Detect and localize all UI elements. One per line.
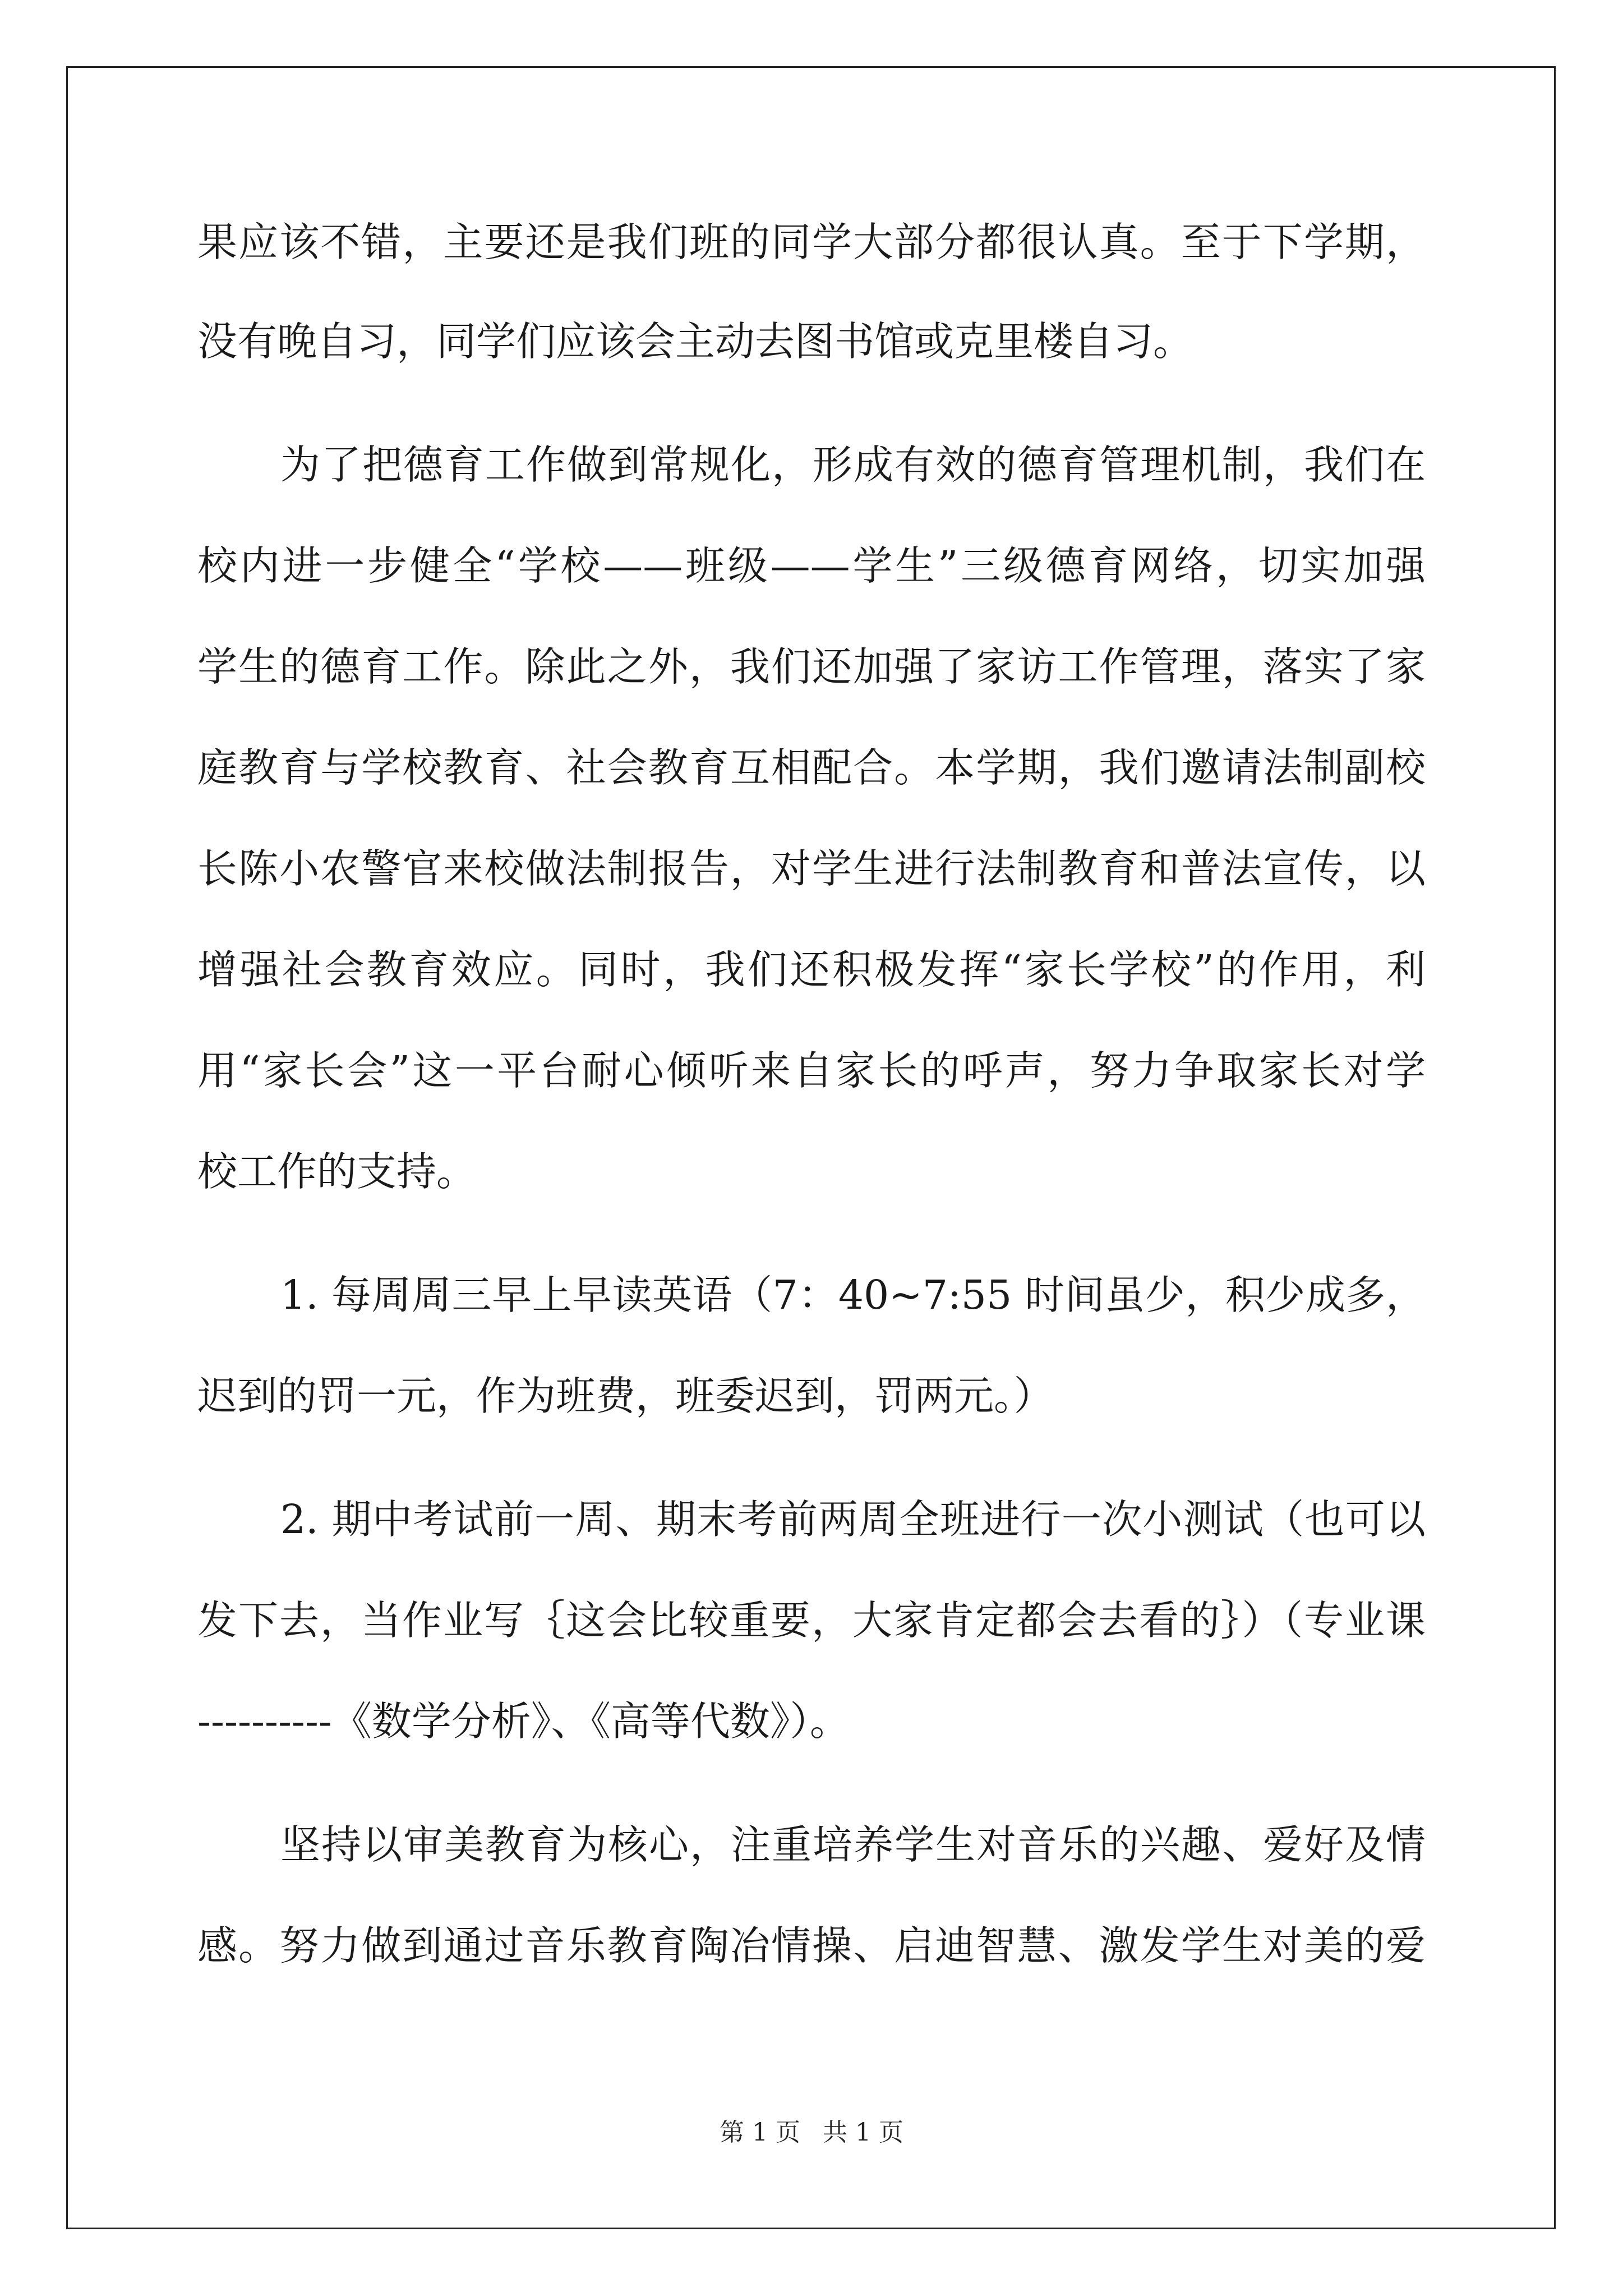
text-line: 校内进一步健全“学校——班级——学生”三级德育网络，切实加强 bbox=[197, 542, 1426, 589]
page-number: 第 1 页 bbox=[720, 2118, 800, 2147]
text-line: 果应该不错，主要还是我们班的同学大部分都很认真。至于下学期， bbox=[197, 219, 1426, 265]
text-line: 学生的德育工作。除此之外，我们还加强了家访工作管理，落实了家 bbox=[197, 643, 1426, 690]
text-line: 校工作的支持。 bbox=[197, 1148, 477, 1195]
text-line: 1. 每周周三早上早读英语（7：40~7:55 时间虽少，积少成多， bbox=[280, 1272, 1426, 1318]
text-line: 感。努力做到通过音乐教育陶冶情操、启迪智慧、激发学生对美的爱 bbox=[197, 1922, 1426, 1969]
text-line: 长陈小农警官来校做法制报告，对学生进行法制教育和普法宣传，以 bbox=[197, 845, 1426, 892]
text-line: 迟到的罚一元，作为班费，班委迟到，罚两元。） bbox=[197, 1373, 1054, 1419]
text-line: 用“家长会”这一平台耐心倾听来自家长的呼声，努力争取家长对学 bbox=[197, 1047, 1426, 1094]
text-line: 2. 期中考试前一周、期末考前两周全班进行一次小测试（也可以 bbox=[280, 1496, 1426, 1543]
text-line: 为了把德育工作做到常规化，形成有效的德育管理机制，我们在 bbox=[280, 441, 1426, 488]
page-total: 共 1 页 bbox=[823, 2118, 903, 2147]
text-line: 庭教育与学校教育、社会教育互相配合。本学期，我们邀请法制副校 bbox=[197, 744, 1426, 791]
text-line: ----------《数学分析》、《高等代数》）。 bbox=[197, 1698, 850, 1745]
text-line: 没有晚自习，同学们应该会主动去图书馆或克里楼自习。 bbox=[197, 318, 1193, 365]
text-line: 增强社会教育效应。同时，我们还积极发挥“家长学校”的作用，利 bbox=[197, 946, 1426, 993]
text-line: 坚持以审美教育为核心，注重培养学生对音乐的兴趣、爱好及情 bbox=[280, 1821, 1426, 1868]
text-line: 发下去，当作业写｛这会比较重要，大家肯定都会去看的｝）（专业课 bbox=[197, 1597, 1426, 1644]
page-footer bbox=[0, 2116, 1623, 2150]
